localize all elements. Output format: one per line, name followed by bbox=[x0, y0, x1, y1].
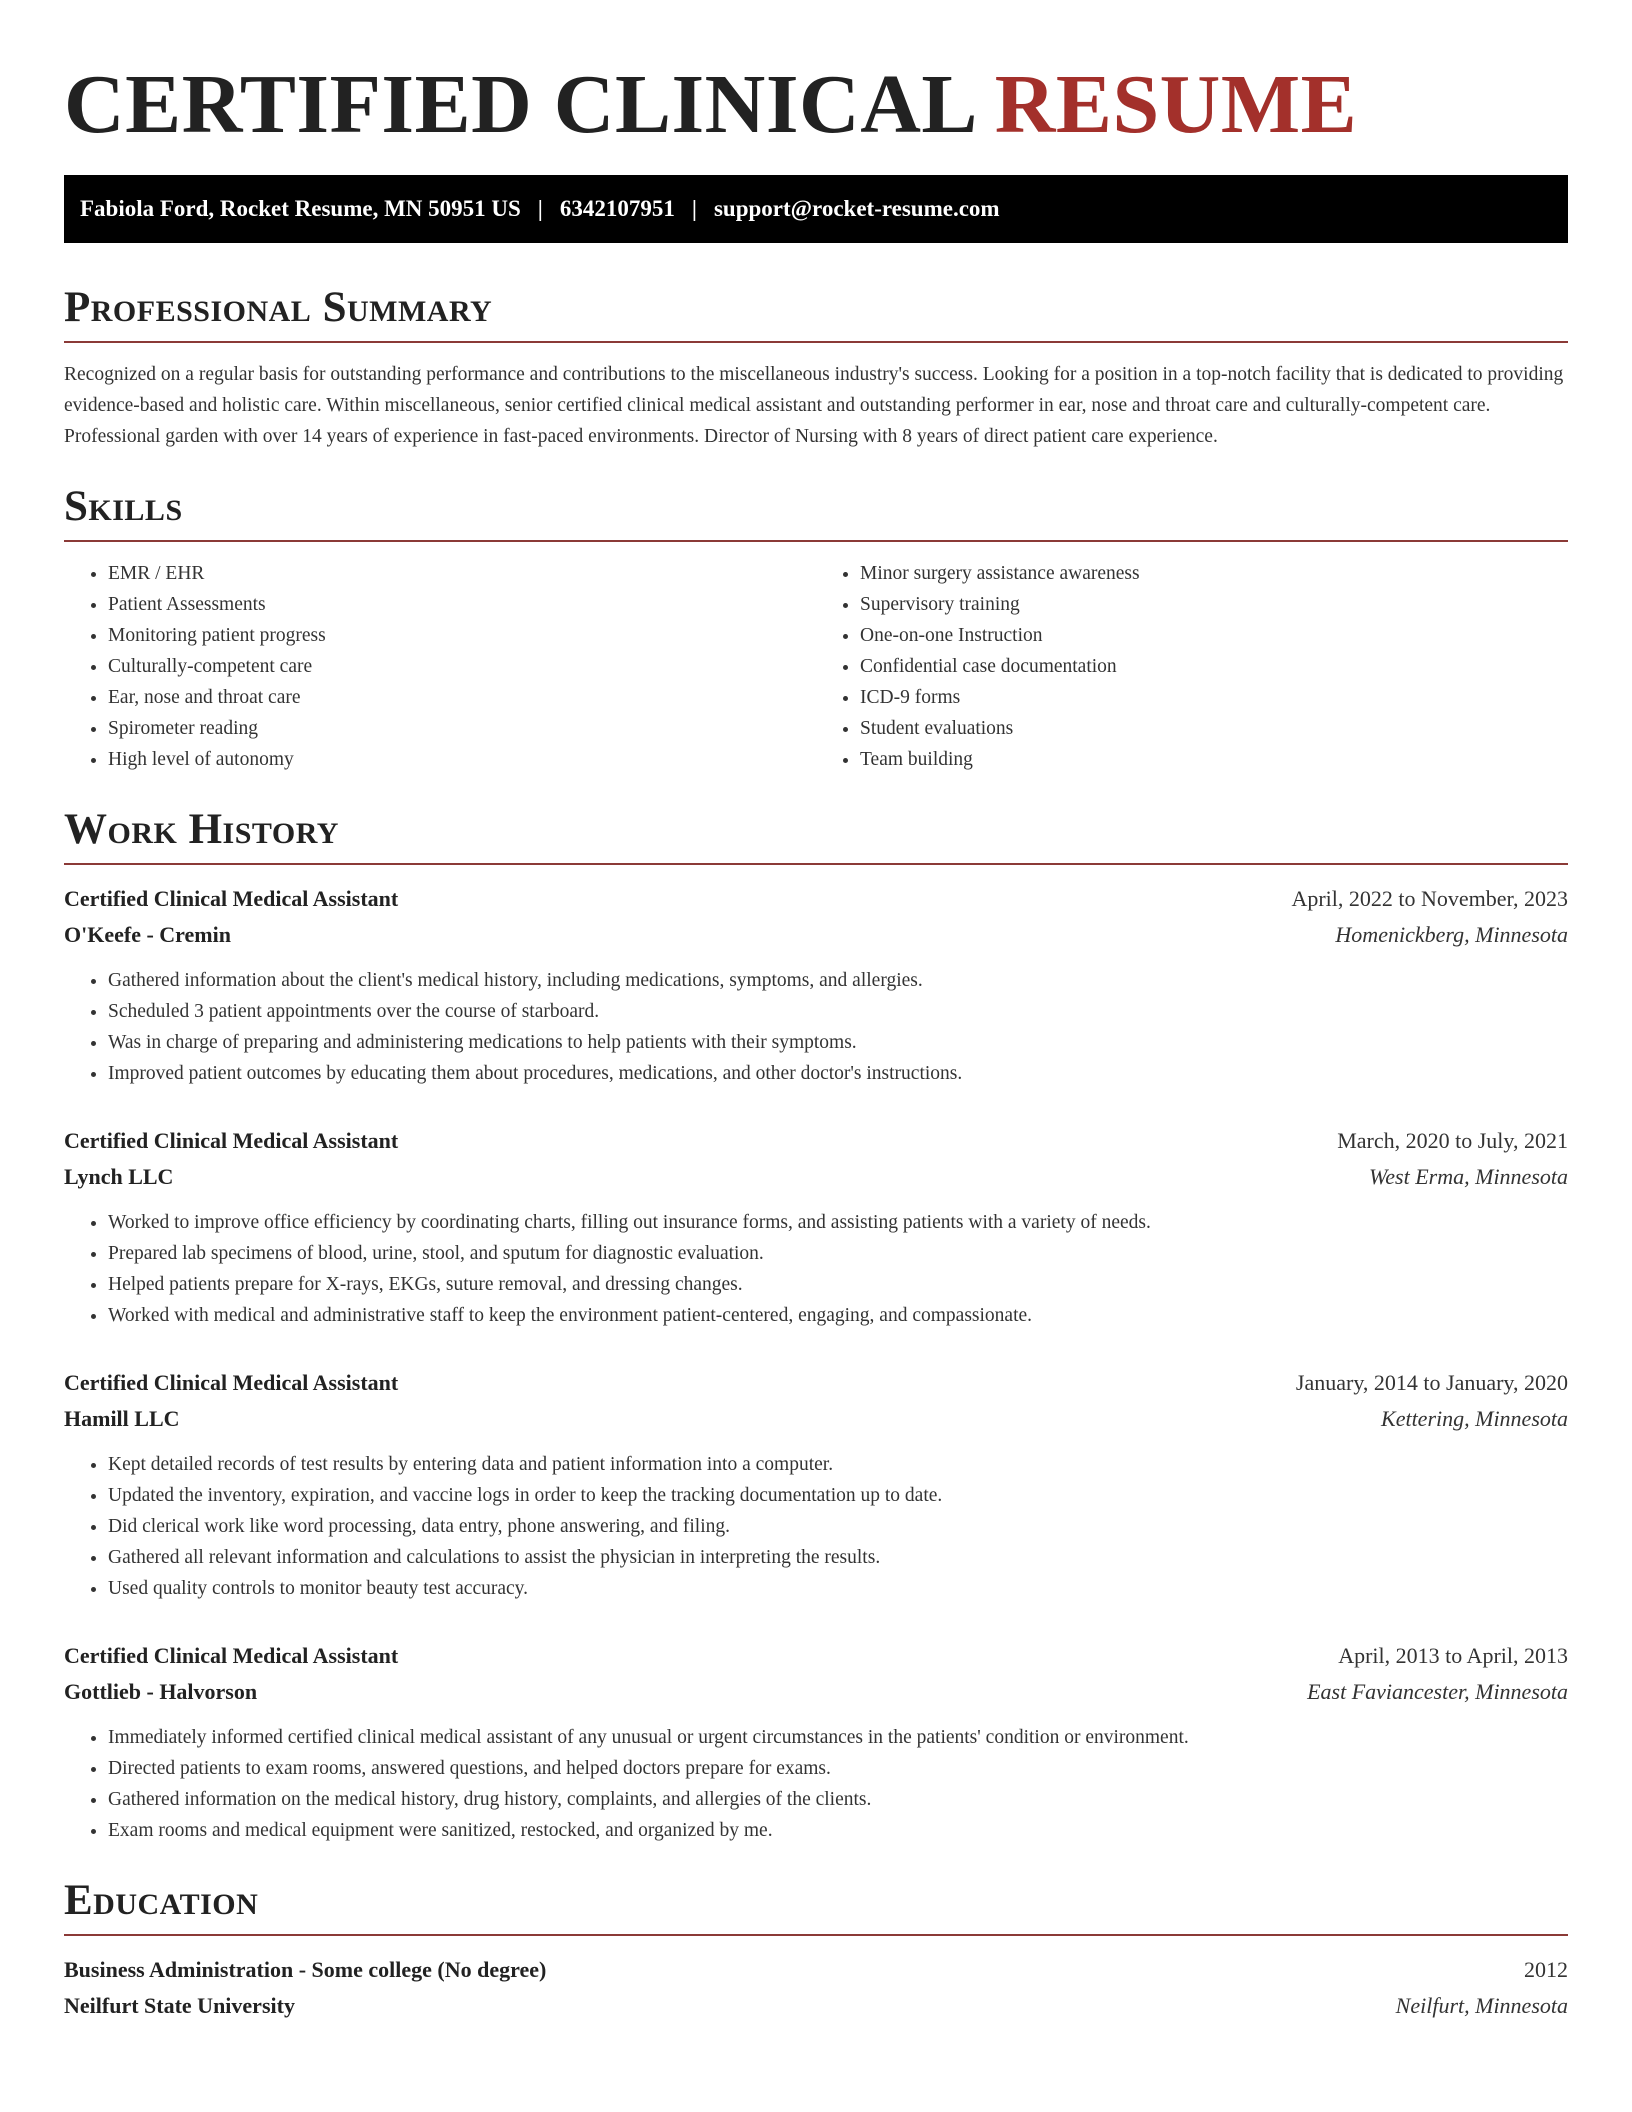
job-location: West Erma, Minnesota bbox=[1368, 1164, 1568, 1189]
contact-name-address: Fabiola Ford, Rocket Resume, MN 50951 US bbox=[80, 196, 521, 221]
job-bullet: • Kept detailed records of test results by entering data and patient information into a computer. bbox=[108, 1449, 1568, 1480]
skills-section bbox=[64, 482, 1568, 775]
job-bullet: • Used quality controls to monitor beauty test accuracy. bbox=[108, 1573, 1568, 1604]
job-title: Certified Clinical Medical Assistant bbox=[64, 1370, 399, 1395]
job-bullets bbox=[64, 965, 1568, 1089]
education-year: 2012 bbox=[1524, 1957, 1568, 1982]
summary-section bbox=[64, 283, 1568, 452]
skill-item: • Student evaluations bbox=[860, 713, 1568, 744]
job-company-row bbox=[64, 1674, 1568, 1710]
skill-item: • Culturally-competent care bbox=[108, 651, 816, 682]
job-bullet: • Improved patient outcomes by educating them about procedures, medications, and other doctor's instructions. bbox=[108, 1058, 1568, 1089]
job-bullet: • Was in charge of preparing and administering medications to help patients with their symptoms. bbox=[108, 1027, 1568, 1058]
job-title: Certified Clinical Medical Assistant bbox=[64, 1128, 399, 1153]
job-bullet: • Scheduled 3 patient appointments over the course of starboard. bbox=[108, 996, 1568, 1027]
skills-list-left bbox=[64, 558, 816, 775]
skill-item: • EMR / EHR bbox=[108, 558, 816, 589]
skill-item: • Patient Assessments bbox=[108, 589, 816, 620]
job-bullet: • Gathered information about the client's medical history, including medications, symptoms, and allergies. bbox=[108, 965, 1568, 996]
job-company-row bbox=[64, 917, 1568, 953]
education-location: Neilfurt, Minnesota bbox=[1395, 1993, 1568, 2018]
contact-phone: 6342107951 bbox=[559, 196, 675, 221]
skill-item: • High level of autonomy bbox=[108, 744, 816, 775]
skill-item: • Ear, nose and throat care bbox=[108, 682, 816, 713]
skills-list-right bbox=[816, 558, 1568, 775]
title-main: CERTIFIED CLINICAL bbox=[64, 58, 974, 151]
job-header-row bbox=[64, 1638, 1568, 1674]
resume-title bbox=[64, 55, 1568, 155]
job-title: Certified Clinical Medical Assistant bbox=[64, 886, 399, 911]
job-company: Lynch LLC bbox=[64, 1164, 174, 1189]
title-accent: RESUME bbox=[994, 58, 1358, 151]
job-title: Certified Clinical Medical Assistant bbox=[64, 1643, 399, 1668]
contact-bar bbox=[64, 175, 1568, 243]
education-section bbox=[64, 1876, 1568, 2024]
job-entry bbox=[64, 881, 1568, 1089]
job-bullet: • Directed patients to exam rooms, answered questions, and helped doctors prepare for exams. bbox=[108, 1753, 1568, 1784]
summary-heading: Professional Summary bbox=[64, 283, 1568, 343]
job-bullet: • Gathered all relevant information and calculations to assist the physician in interpreting the results. bbox=[108, 1542, 1568, 1573]
contact-email: support@rocket-resume.com bbox=[713, 196, 1000, 221]
job-bullet: • Prepared lab specimens of blood, urine, stool, and sputum for diagnostic evaluation. bbox=[108, 1238, 1568, 1269]
work-history-section bbox=[64, 805, 1568, 1846]
education-entry bbox=[64, 1952, 1568, 2024]
education-heading: Education bbox=[64, 1876, 1568, 1936]
job-company: O'Keefe - Cremin bbox=[64, 922, 231, 947]
skill-item: • Team building bbox=[860, 744, 1568, 775]
job-dates: January, 2014 to January, 2020 bbox=[1295, 1370, 1568, 1395]
job-bullets bbox=[64, 1207, 1568, 1331]
contact-separator: | bbox=[537, 196, 543, 221]
summary-text: Recognized on a regular basis for outstanding performance and contributions to the miscellaneous industry's success. Looking for a position in a top-notch facility that is dedicated to providing evidence-based and holistic care. Within miscellaneous, senior certified clinical medical assistant and outstanding performer in ear, nose and throat care and culturally-competent care. Professional garden with over 14 years of experience in fast-paced environments. Director of Nursing with 8 years of direct patient care experience. bbox=[64, 364, 1564, 447]
job-bullet: • Helped patients prepare for X-rays, EKGs, suture removal, and dressing changes. bbox=[108, 1269, 1568, 1300]
job-company: Gottlieb - Halvorson bbox=[64, 1679, 258, 1704]
skill-item: • Confidential case documentation bbox=[860, 651, 1568, 682]
job-dates: March, 2020 to July, 2021 bbox=[1337, 1128, 1568, 1153]
job-bullet: • Exam rooms and medical equipment were sanitized, restocked, and organized by me. bbox=[108, 1815, 1568, 1846]
job-bullet: • Updated the inventory, expiration, and vaccine logs in order to keep the tracking documentation up to date. bbox=[108, 1480, 1568, 1511]
job-location: East Faviancester, Minnesota bbox=[1307, 1679, 1568, 1704]
job-company-row bbox=[64, 1401, 1568, 1437]
contact-separator: | bbox=[691, 196, 697, 221]
skill-item: • Spirometer reading bbox=[108, 713, 816, 744]
education-school: Neilfurt State University bbox=[64, 1993, 295, 2018]
job-entry bbox=[64, 1638, 1568, 1846]
job-header-row bbox=[64, 1123, 1568, 1159]
job-bullet: • Worked with medical and administrative staff to keep the environment patient-centered, engaging, and compassionate. bbox=[108, 1300, 1568, 1331]
skills-grid bbox=[64, 558, 1568, 775]
job-header-row bbox=[64, 1365, 1568, 1401]
job-header-row bbox=[64, 881, 1568, 917]
skill-item: • Monitoring patient progress bbox=[108, 620, 816, 651]
skill-item: • Supervisory training bbox=[860, 589, 1568, 620]
job-dates: April, 2013 to April, 2013 bbox=[1338, 1643, 1568, 1668]
education-degree-row bbox=[64, 1952, 1568, 1988]
job-bullet: • Did clerical work like word processing, data entry, phone answering, and filing. bbox=[108, 1511, 1568, 1542]
work-history-heading: Work History bbox=[64, 805, 1568, 865]
job-bullet: • Immediately informed certified clinical medical assistant of any unusual or urgent circumstances in the patients' condition or environment. bbox=[108, 1722, 1568, 1753]
skill-item: • Minor surgery assistance awareness bbox=[860, 558, 1568, 589]
skills-heading: Skills bbox=[64, 482, 1568, 542]
skill-item: • ICD-9 forms bbox=[860, 682, 1568, 713]
job-entry bbox=[64, 1123, 1568, 1331]
job-location: Homenickberg, Minnesota bbox=[1335, 922, 1568, 947]
education-degree: Business Administration - Some college (No degree) bbox=[64, 1957, 547, 1982]
job-entry bbox=[64, 1365, 1568, 1604]
job-bullet: • Gathered information on the medical history, drug history, complaints, and allergies of the clients. bbox=[108, 1784, 1568, 1815]
job-company-row bbox=[64, 1159, 1568, 1195]
job-location: Kettering, Minnesota bbox=[1381, 1406, 1568, 1431]
job-company: Hamill LLC bbox=[64, 1406, 180, 1431]
resume-page bbox=[64, 0, 1568, 2024]
job-dates: April, 2022 to November, 2023 bbox=[1291, 886, 1568, 911]
job-bullets bbox=[64, 1449, 1568, 1604]
job-bullets bbox=[64, 1722, 1568, 1846]
education-school-row bbox=[64, 1988, 1568, 2024]
job-bullet: • Worked to improve office efficiency by coordinating charts, filling out insurance forms, and assisting patients with a variety of needs. bbox=[108, 1207, 1568, 1238]
skill-item: • One-on-one Instruction bbox=[860, 620, 1568, 651]
